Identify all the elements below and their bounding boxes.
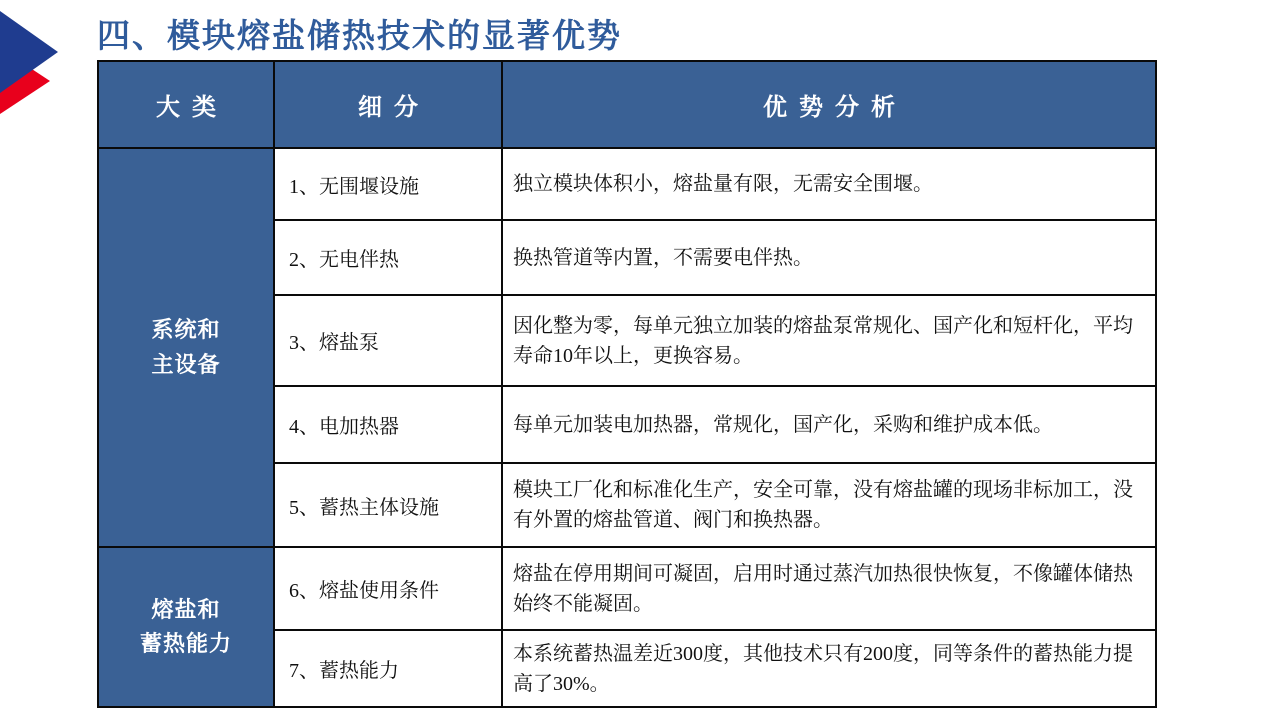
table-header-row — [98, 61, 1156, 148]
table-row — [98, 148, 1156, 220]
category-label-line2: 主设备 — [151, 351, 221, 377]
analysis-cell: 每单元加装电加热器，常规化，国产化，采购和维护成本低。 — [502, 386, 1156, 463]
category-label-line1: 系统和 — [151, 317, 221, 343]
table-row — [98, 547, 1156, 630]
advantages-table — [97, 60, 1157, 708]
category-cell-molten-salt — [98, 547, 274, 707]
subdivision-cell: 6、熔盐使用条件 — [274, 547, 502, 630]
category-cell-system — [98, 148, 274, 547]
col-header-subdivision: 细分 — [274, 61, 502, 148]
page-title: 四、模块熔盐储热技术的显著优势 — [97, 19, 622, 55]
category-label-line2: 蓄热能力 — [139, 631, 232, 656]
analysis-cell: 本系统蓄热温差近300度，其他技术只有200度，同等条件的蓄热能力提高了30%。 — [502, 630, 1156, 707]
subdivision-cell: 3、熔盐泵 — [274, 295, 502, 386]
subdivision-cell: 2、无电伴热 — [274, 220, 502, 295]
col-header-category: 大类 — [98, 61, 274, 148]
subdivision-cell: 7、蓄热能力 — [274, 630, 502, 707]
analysis-cell: 因化整为零，每单元独立加装的熔盐泵常规化、国产化和短杆化，平均寿命10年以上，更换容易。 — [502, 295, 1156, 386]
analysis-cell: 模块工厂化和标准化生产，安全可靠，没有熔盐罐的现场非标加工，没有外置的熔盐管道、阀门和换热器。 — [502, 463, 1156, 547]
analysis-cell: 独立模块体积小，熔盐量有限，无需安全围堰。 — [502, 148, 1156, 220]
subdivision-cell: 4、电加热器 — [274, 386, 502, 463]
category-label-line1: 熔盐和 — [151, 596, 221, 622]
analysis-cell: 熔盐在停用期间可凝固，启用时通过蒸汽加热很快恢复，不像罐体储热始终不能凝固。 — [502, 547, 1156, 630]
analysis-cell: 换热管道等内置，不需要电伴热。 — [502, 220, 1156, 295]
corner-arrows-icon — [0, 0, 62, 118]
col-header-analysis: 优势分析 — [502, 61, 1156, 148]
subdivision-cell: 1、无围堰设施 — [274, 148, 502, 220]
subdivision-cell: 5、蓄热主体设施 — [274, 463, 502, 547]
